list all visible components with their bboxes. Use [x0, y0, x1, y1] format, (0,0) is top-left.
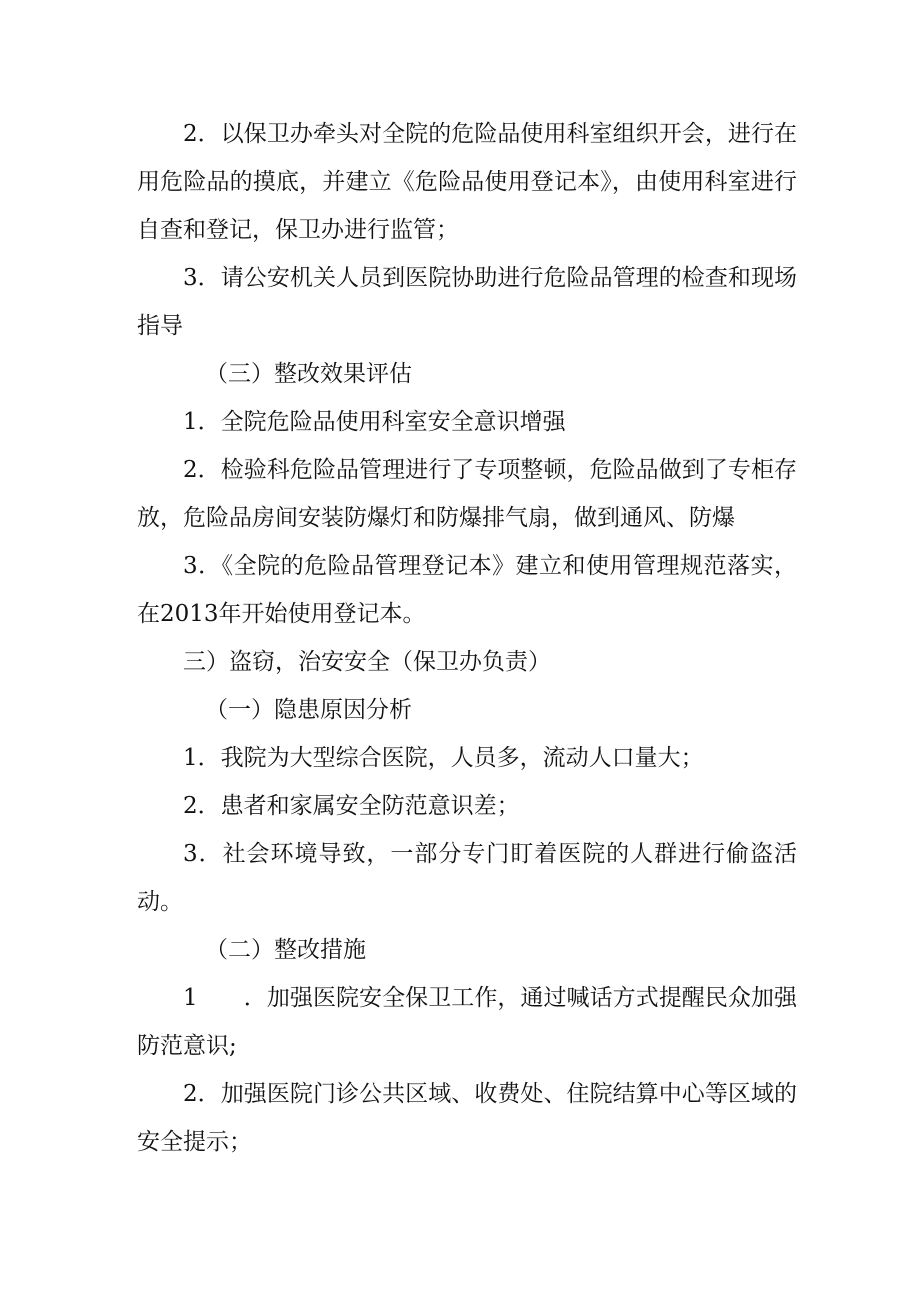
section-heading-theft-security: 三）盗窃，治安安全（保卫办负责） [183, 649, 551, 675]
paragraph-cause-2: 2．患者和家属安全防范意识差； [183, 793, 520, 819]
paragraph-effect-2: 2．检验科危险品管理进行了专项整顿，危险品做到了专柜存放，危险品房间安装防爆灯和防爆排气扇，做到通风、防爆 [137, 457, 797, 531]
paragraph-measure-3: 3．请公安机关人员到医院协助进行危险品管理的检查和现场指导 [137, 265, 797, 339]
paragraph-rectification-2: 2．加强医院门诊公共区域、收费处、住院结算中心等区域的安全提示； [137, 1081, 797, 1155]
paragraph-cause-1: 1．我院为大型综合医院，人员多，流动人口量大； [183, 745, 704, 771]
paragraph-measure-2: 2．以保卫办牵头对全院的危险品使用科室组织开会，进行在用危险品的摸底，并建立《危险品使用登记本》，由使用科室进行自查和登记，保卫办进行监管； [137, 121, 797, 243]
paragraph-effect-1: 1．全院危险品使用科室安全意识增强 [183, 409, 566, 435]
section-heading-cause-analysis: （一）隐患原因分析 [205, 697, 412, 723]
section-heading-rectification: （二）整改措施 [205, 937, 366, 963]
paragraph-cause-3: 3．社会环境导致，一部分专门盯着医院的人群进行偷盗活动。 [137, 841, 797, 915]
section-heading-effect-evaluation: （三）整改效果评估 [205, 361, 412, 387]
document-body [137, 110, 797, 1166]
paragraph-effect-3: 3．《全院的危险品管理登记本》建立和使用管理规范落实，在2013年开始使用登记本。 [137, 553, 797, 627]
paragraph-rectification-1: 1 ．加强医院安全保卫工作，通过喊话方式提醒民众加强防范意识; [137, 985, 797, 1059]
